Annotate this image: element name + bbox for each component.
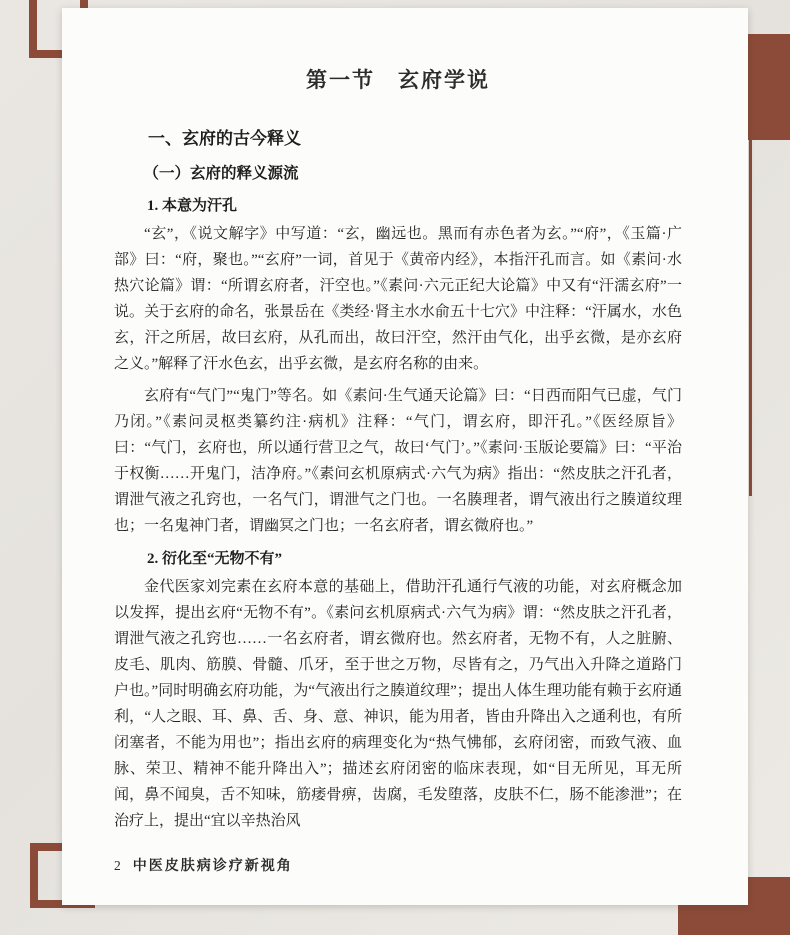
subsection-heading: （一）玄府的释义源流 — [143, 165, 299, 182]
paragraph-2: 玄府有“气门”“鬼门”等名。如《素问·生气通天论篇》曰：“日西而阳气已虚，气门乃闭。”《素问灵枢类纂约注·病机》注释：“气门，谓玄府，即汗孔。”《医经原旨》曰：“气门，玄府也，所以通行营卫之气，故曰‘气门’。”《素问·玉版论要篇》曰：“平治于权衡……开鬼门，洁净府。”《素问玄机原病式·六气为病》指出：“然皮肤之汗孔者，谓泄气液之孔窍也，一名气门，谓泄气之门也。一名腠理者，谓气液出行之腠道纹理也；一名鬼神门者，谓幽冥之门也；一名玄府者，谓玄微府也。” — [114, 388, 682, 534]
book-page — [62, 8, 748, 905]
point-heading-1: 1. 本意为汗孔 — [147, 198, 238, 214]
paragraph-1: “玄”，《说文解字》中写道：“玄，幽远也。黑而有赤色者为玄。”“府”，《玉篇·广部》曰：“府，聚也。”“玄府”一词，首见于《黄帝内经》，本指汗孔而言。如《素问·水热穴论篇》谓：“所谓玄府者，汗空也。”《素问·六元正纪大论篇》中又有“汗濡玄府”一说。关于玄府的命名，张景岳在《类经·肾主水水俞五十七穴》中注释：“汗属水，水色玄，汗之所居，故曰玄府，从孔而出，故曰汗空，然汗由气化，出乎玄微，是亦玄府之义。”解释了汗水色玄，出乎玄微，是玄府名称的由来。 — [114, 226, 682, 372]
decoration-line-right — [749, 140, 752, 496]
page-footer — [114, 855, 293, 875]
page-number: 2 — [114, 858, 121, 873]
book-title: 中医皮肤病诊疗新视角 — [132, 859, 293, 874]
chapter-title: 第一节 玄府学说 — [306, 68, 490, 92]
paragraph-3: 金代医家刘完素在玄府本意的基础上，借助汗孔通行气液的功能，对玄府概念加以发挥，提出玄府“无物不有”。《素问玄机原病式·六气为病》谓：“然皮肤之汗孔者，谓泄气液之孔窍也……一名玄府者，谓玄微府也。然玄府者，无物不有，人之脏腑、皮毛、肌肉、筋膜、骨髓、爪牙，至于世之万物，尽皆有之，乃气出入升降之道路门户也。”同时明确玄府功能，为“气液出行之腠道纹理”；提出人体生理功能有赖于玄府通利，“人之眼、耳、鼻、舌、身、意、神识，能为用者，皆由升降出入之通利也，有所闭塞者，不能为用也”；指出玄府的病理变化为“热气怫郁，玄府闭密，而致气液、血脉、荣卫、精神不能升降出入”；描述玄府闭密的临床表现，如“目无所见，耳无所闻，鼻不闻臭，舌不知味，筋痿骨痹，齿腐，毛发堕落，皮肤不仁，肠不能渗泄”；在治疗上，提出“宜以辛热治风 — [114, 579, 682, 829]
point-heading-2: 2. 衍化至“无物不有” — [147, 551, 283, 567]
section-heading: 一、玄府的古今释义 — [148, 129, 301, 148]
decoration-rect-top-right — [748, 34, 790, 140]
